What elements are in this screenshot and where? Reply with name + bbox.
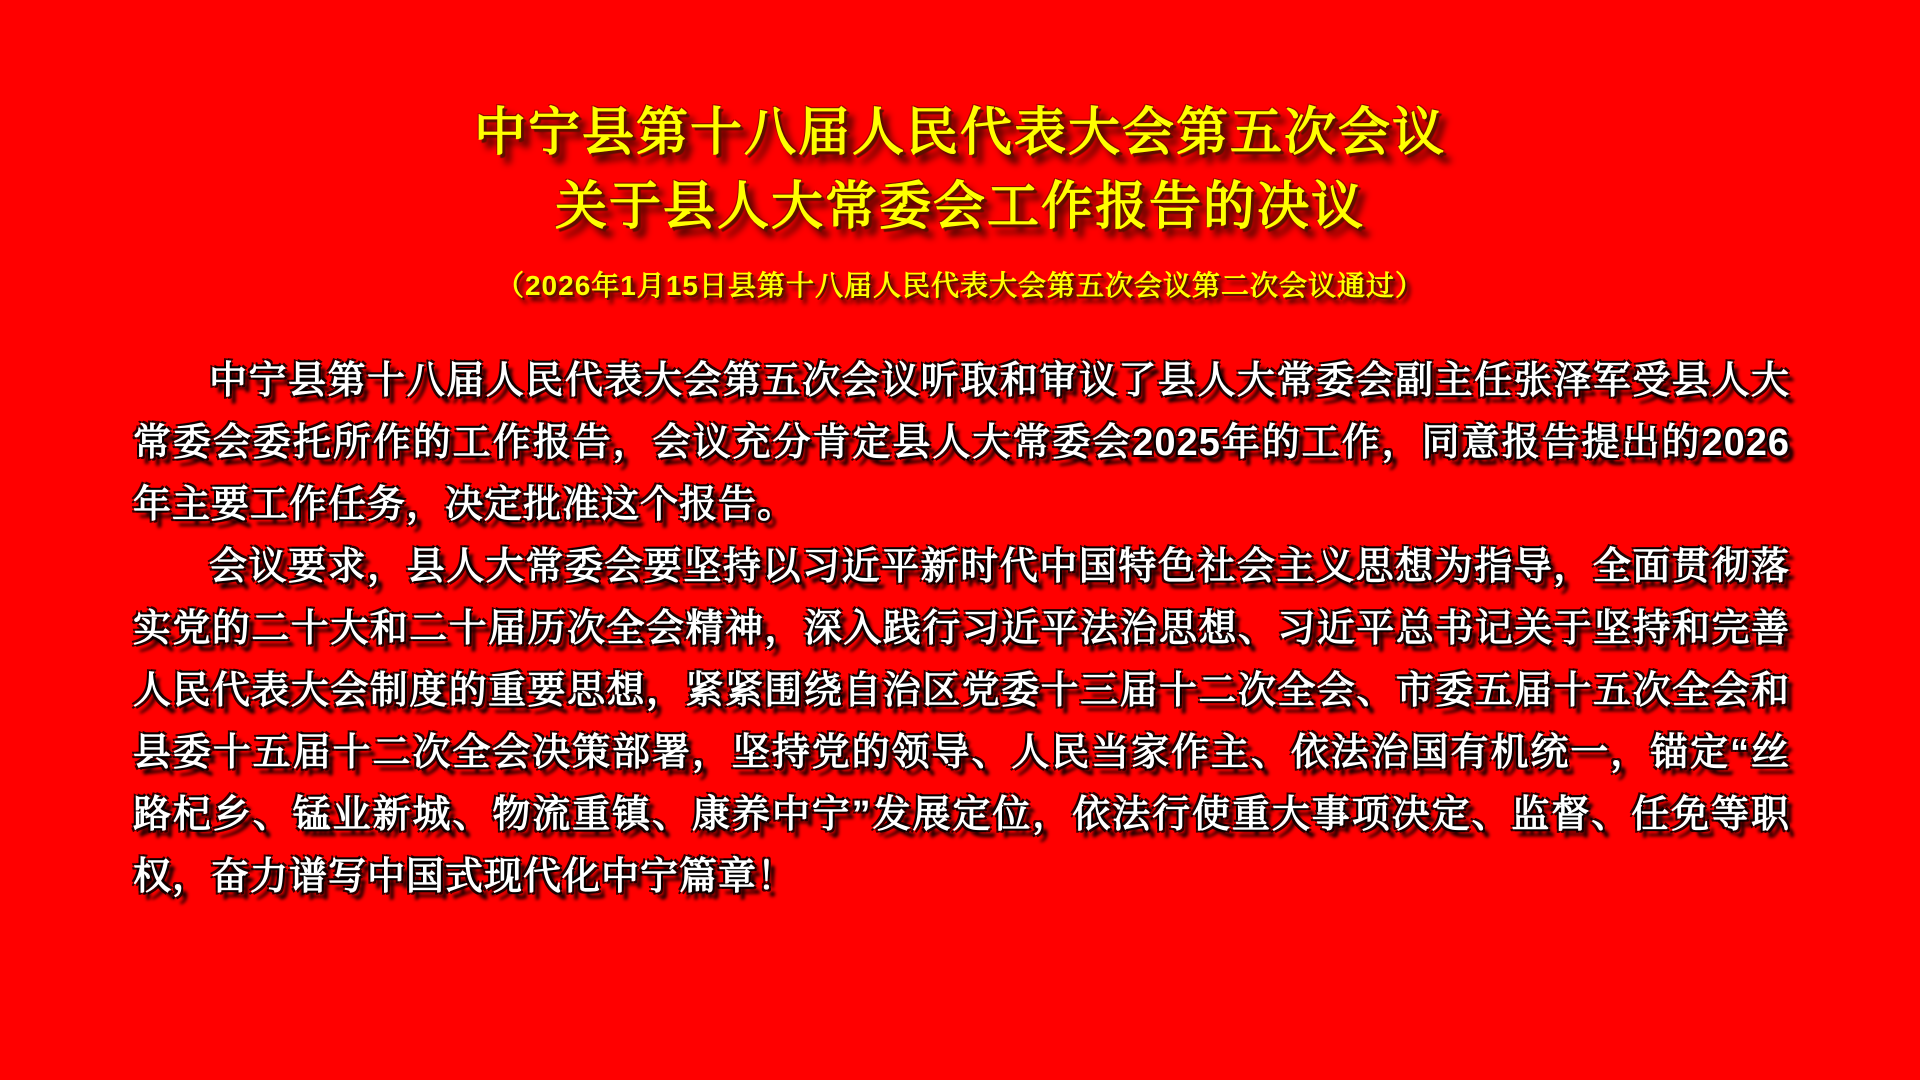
page-title-line1: 中宁县第十八届人民代表大会第五次会议 [473, 104, 1446, 162]
resolution-paragraph-1: 中宁县第十八届人民代表大会第五次会议听取和审议了县人大常委会副主任张泽军受县人大常委会委托所作的工作报告，会议充分肯定县人大常委会2025年的工作，同意报告提出的2026年主要工作任务，决定批准这个报告。 [133, 360, 1790, 526]
page-title [0, 96, 1920, 244]
resolution-paragraph-2: 会议要求，县人大常委会要坚持以习近平新时代中国特色社会主义思想为指导，全面贯彻落实党的二十大和二十届历次全会精神，深入践行习近平法治思想、习近平总书记关于坚持和完善人民代表大会制度的重要思想，紧紧围绕自治区党委十三届十二次全会、市委五届十五次全会和县委十五届十二次全会决策部署，坚持党的领导、人民当家作主、依法治国有机统一，锚定“丝路杞乡、锰业新城、物流重镇、康养中宁”发展定位，依法行使重大事项决定、监督、任免等职权，奋力谱写中国式现代化中宁篇章！ [133, 546, 1790, 898]
header [0, 96, 1920, 304]
page-title-line2: 关于县人大常委会工作报告的决议 [554, 178, 1365, 236]
resolution-body [133, 350, 1790, 908]
adoption-note: （2026年1月15日县第十八届人民代表大会第五次会议第二次会议通过） [495, 270, 1424, 301]
